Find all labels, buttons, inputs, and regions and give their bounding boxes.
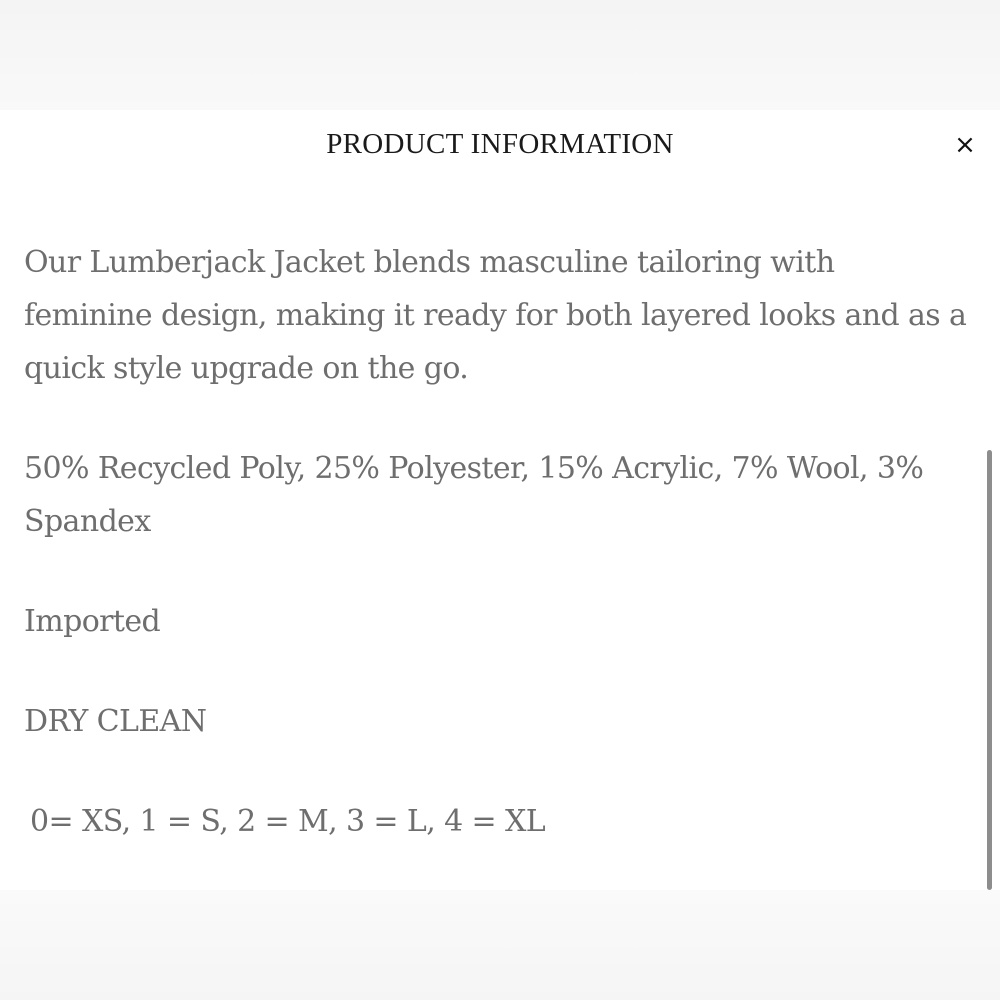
product-origin: Imported (24, 604, 161, 639)
size-guide: 0= XS, 1 = S, 2 = M, 3 = L, 4 = XL (30, 804, 546, 839)
product-details (24, 236, 969, 848)
page-backdrop-top (0, 0, 1000, 110)
page-backdrop-bottom (0, 890, 1000, 1000)
product-description: Our Lumberjack Jacket blends masculine tailoring with feminine design, making it ready for both layered looks and as a quick style upgrade on the go. (24, 245, 967, 386)
product-care-instructions: DRY CLEAN (24, 704, 207, 739)
modal-title: PRODUCT INFORMATION (326, 128, 674, 160)
scrollbar-thumb[interactable] (987, 450, 992, 890)
close-button[interactable] (948, 128, 982, 162)
close-icon: × (954, 130, 976, 160)
product-materials: 50% Recycled Poly, 25% Polyester, 15% Acrylic, 7% Wool, 3% Spandex (24, 451, 924, 539)
scrollbar[interactable] (984, 450, 994, 890)
product-information-modal (0, 110, 1000, 890)
